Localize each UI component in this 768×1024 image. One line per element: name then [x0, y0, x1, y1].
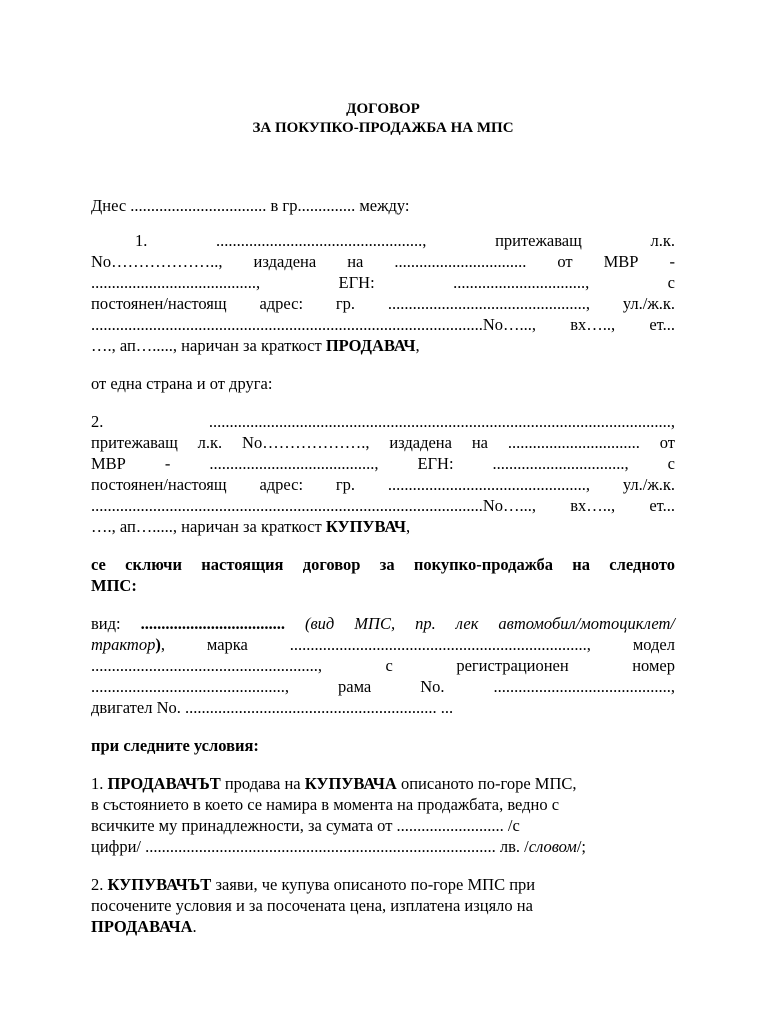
contract-body: [91, 100, 675, 937]
party-1-line-3: ........................................, ЕГН: ................................, с: [91, 273, 675, 292]
vehicle-make-model: , марка ........................................................................, модел: [160, 635, 675, 654]
party-1-line-5: ...............................................................................................No…..., вх….., ет...: [91, 315, 675, 334]
clause-2-seller: ПРОДАВАЧА: [91, 917, 193, 936]
clause-1-line-3: всичките му принадлежности, за сумата от .......................... /с: [91, 816, 520, 835]
party-2-line-6-text: …., ап…....., наричан за краткост: [91, 517, 326, 536]
party-1-line-2: No……………….., издадена на ................................ от МВР -: [91, 252, 675, 271]
clause-1-line-1: [91, 773, 675, 794]
vehicle-type-hint-end: трактор: [91, 635, 156, 654]
buyer-term: КУПУВАЧ: [325, 517, 407, 536]
party-2-line-4: постоянен/настоящ адрес: гр. ................................................, ул./ж.к.: [91, 475, 675, 494]
clause-2-text: заяви, че купува описаното по-горе МПС при: [211, 875, 536, 894]
title-line-1: ДОГОВОР: [346, 101, 420, 117]
concluded-line-2: МПС:: [91, 576, 137, 595]
vehicle-line-3: ......................................................., с регистрационен номер: [91, 656, 675, 675]
concluded-line-1: се сключи настоящия договор за покупко-продажба на следното: [91, 555, 675, 574]
concluded-block: [91, 554, 675, 596]
party-2-line-1: 2. ................................................................................................................,: [91, 412, 675, 431]
party-2-line-6-end: ,: [406, 517, 411, 536]
clause-2: [91, 874, 675, 937]
party-2-line-5: ...............................................................................................No…..., вх….., ет...: [91, 496, 675, 515]
vehicle-type-dots: ...................................: [140, 614, 285, 633]
clause-1-words: словом: [528, 837, 577, 856]
clause-2-number: 2.: [91, 875, 108, 894]
clause-2-buyer: КУПУВАЧЪТ: [107, 875, 212, 894]
party-1-line-4: постоянен/настоящ адрес: гр. ................................................, ул./ж.к.: [91, 294, 675, 313]
party-2-line-2: притежаващ л.к. No………………., издадена на ................................ от: [91, 433, 675, 452]
party-2-line-3: МВР - ........................................, ЕГН: ................................, с: [91, 454, 675, 473]
clause-1-seller: ПРОДАВАЧЪТ: [107, 774, 221, 793]
intro-line: Днес ................................. в гр.............. между:: [91, 196, 410, 215]
clause-2-end: .: [192, 917, 197, 936]
between-line: от една страна и от друга:: [91, 374, 273, 393]
vehicle-type-hint: (вид МПС, пр. лек автомобил/мотоциклет/: [285, 614, 675, 633]
vehicle-type-label: вид:: [91, 614, 141, 633]
vehicle-type-paren: ): [155, 635, 161, 654]
clause-1-line-4: [91, 836, 675, 857]
clause-2-line-1: [91, 874, 675, 895]
clause-1-end: /;: [576, 837, 586, 856]
title-line-2: ЗА ПОКУПКО-ПРОДАЖБА НА МПС: [252, 120, 514, 136]
clause-2-line-2: посочените условия и за посочената цена, изплатена изцяло на: [91, 896, 533, 915]
clause-1: [91, 773, 675, 857]
party-1-line-6-end: ,: [415, 336, 420, 355]
party-1-block: [91, 230, 675, 356]
vehicle-line-5: двигател No. ............................................................. ...: [91, 698, 454, 717]
party-1-line-6-text: …., ап…....., наричан за краткост: [91, 336, 326, 355]
party-2-line-6: [91, 516, 675, 537]
clause-1-line-2: в състоянието в което се намира в момента на продажбата, ведно с: [91, 795, 560, 814]
party-2-block: [91, 411, 675, 537]
vehicle-line-2: [91, 634, 675, 655]
party-1-line-6: [91, 335, 675, 356]
clause-1-text-b: описаното по-горе МПС,: [396, 774, 577, 793]
vehicle-line-1: [91, 613, 675, 634]
clause-1-number: 1.: [91, 774, 108, 793]
document-title: [91, 100, 675, 138]
party-1-line-1: 1. .................................................., притежаващ л.к.: [135, 231, 675, 250]
seller-term: ПРОДАВАЧ: [325, 336, 416, 355]
vehicle-line-4: ..............................................., рама No. ...........................................,: [91, 677, 675, 696]
vehicle-block: [91, 613, 675, 718]
clause-1-amount: цифри/ ..................................................................................... лв. /: [91, 837, 529, 856]
clause-1-text-a: продава на: [220, 774, 305, 793]
clause-1-buyer: КУПУВАЧА: [304, 774, 397, 793]
clause-2-line-3: [91, 916, 675, 937]
conditions-heading: при следните условия:: [91, 736, 259, 755]
